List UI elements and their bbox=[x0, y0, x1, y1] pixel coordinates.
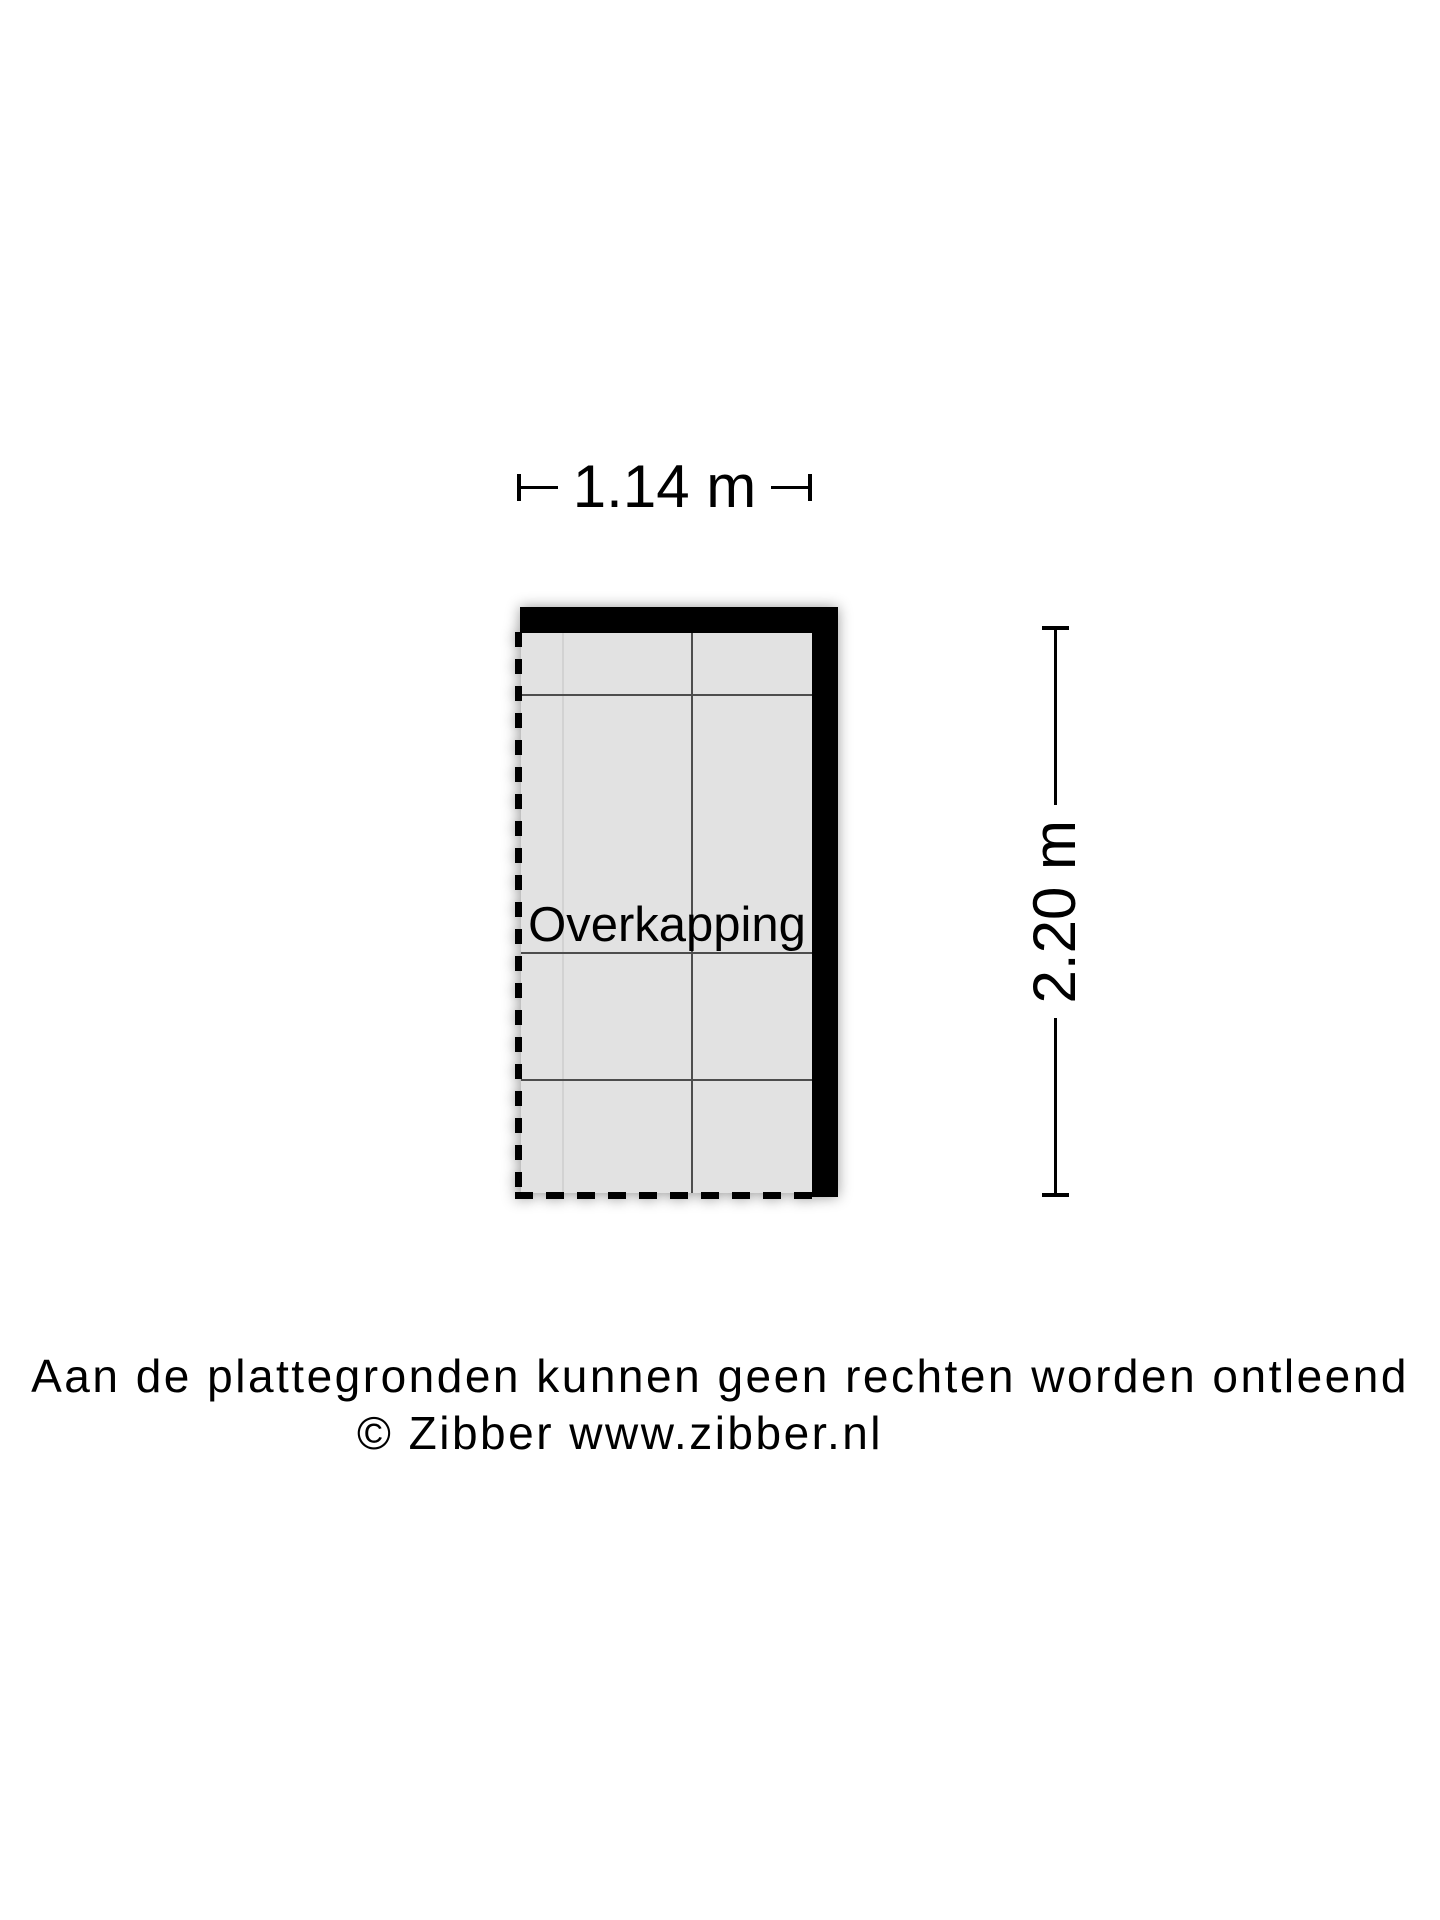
tile-gridline-horizontal-1 bbox=[521, 694, 813, 696]
tile-gridline-horizontal-2 bbox=[521, 952, 813, 954]
floor-area bbox=[521, 632, 813, 1193]
dimension-line-bottom-segment bbox=[1054, 1018, 1057, 1193]
height-dimension bbox=[1021, 626, 1088, 1197]
dimension-tick-bottom bbox=[1042, 1193, 1069, 1197]
width-dimension-label: 1.14 m bbox=[572, 453, 757, 520]
open-side-bottom-dashed bbox=[515, 1192, 813, 1199]
open-side-left-dashed bbox=[515, 632, 522, 1192]
tile-gridline-horizontal-3 bbox=[521, 1079, 813, 1081]
width-dimension bbox=[517, 455, 812, 519]
copyright-text: © Zibber www.zibber.nl bbox=[356, 1407, 884, 1459]
wall-top bbox=[520, 607, 838, 633]
dimension-line-right-segment bbox=[771, 486, 808, 489]
footer bbox=[0, 1348, 1440, 1462]
room-label: Overkapping bbox=[528, 898, 806, 952]
wall-right bbox=[812, 607, 838, 1197]
disclaimer-text: Aan de plattegronden kunnen geen rechten worden ontleend bbox=[31, 1350, 1409, 1402]
dimension-tick-right bbox=[808, 474, 812, 501]
height-dimension-label: 2.20 m bbox=[1021, 819, 1088, 1004]
dimension-line-top-segment bbox=[1054, 630, 1057, 805]
dimension-line-left-segment bbox=[521, 486, 558, 489]
